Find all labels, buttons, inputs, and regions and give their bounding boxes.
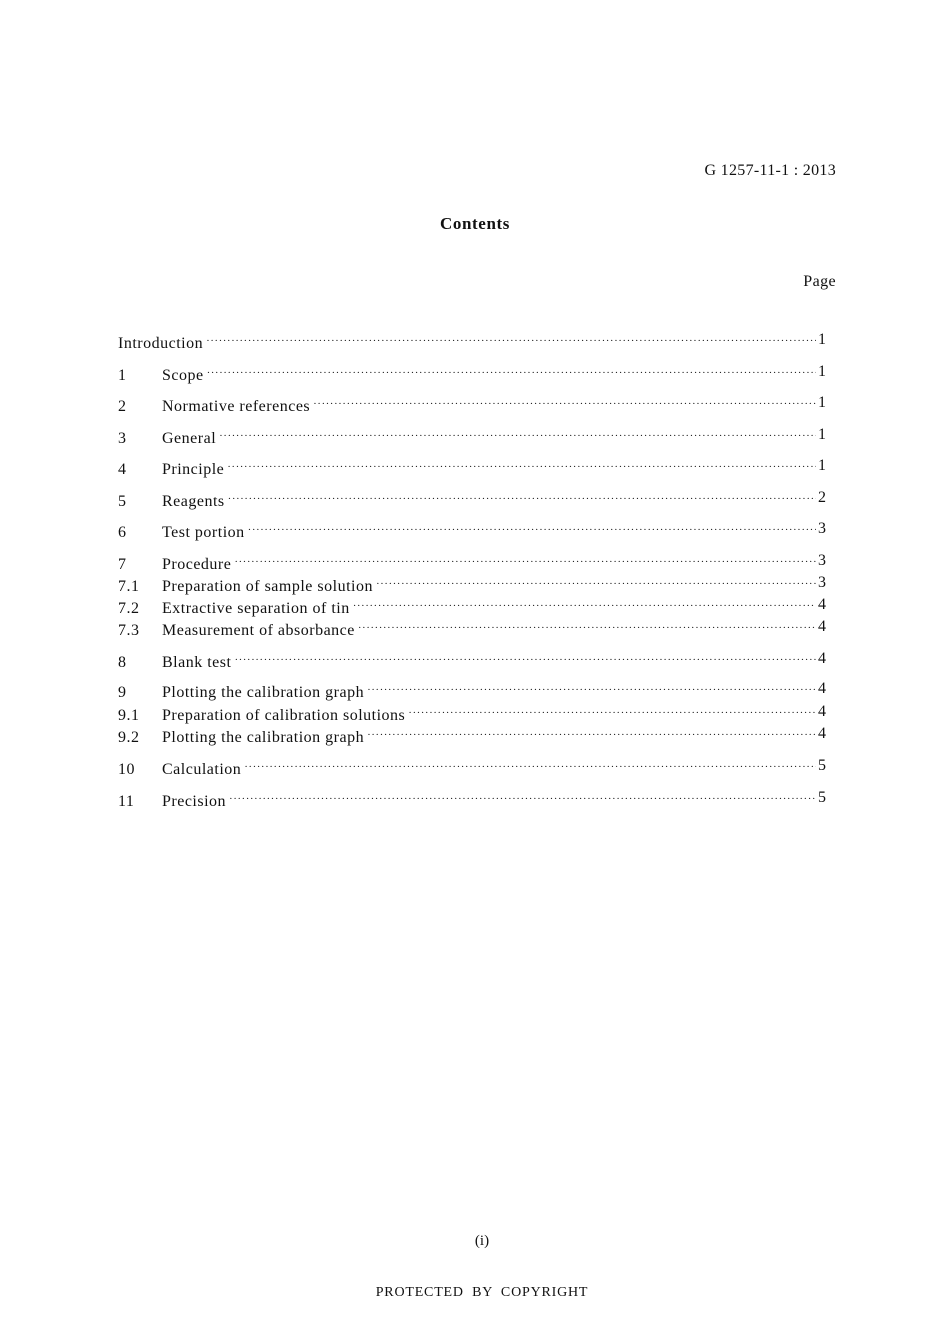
toc-entry-page: 3: [818, 574, 827, 591]
toc-entry-title: Scope: [162, 367, 204, 384]
toc-entry[interactable]: [118, 426, 827, 449]
toc-dot-leader: [227, 457, 816, 477]
contents-title: Contents: [440, 214, 510, 233]
toc-entry[interactable]: [118, 331, 827, 354]
toc-entry-number: 6: [118, 524, 127, 541]
toc-entry[interactable]: [118, 574, 827, 597]
toc-dot-leader: [228, 489, 816, 509]
page-column-label: Page: [803, 273, 836, 290]
toc-dot-leader: [367, 680, 816, 700]
toc-entry-title: Preparation of calibration solutions: [162, 707, 406, 724]
toc-dot-leader: [248, 520, 816, 540]
toc-dot-leader: [234, 650, 816, 670]
toc-entry[interactable]: [118, 394, 827, 417]
toc-entry-title: Blank test: [162, 654, 232, 671]
toc-entry-title: Extractive separation of tin: [162, 600, 350, 617]
toc-entry-number: 2: [118, 398, 127, 415]
toc-entry-page: 4: [818, 680, 827, 697]
toc-entry-title: Plotting the calibration graph: [162, 729, 365, 746]
toc-entry-number: 1: [118, 367, 127, 384]
copyright-notice: PROTECTED BY COPYRIGHT: [375, 1285, 589, 1300]
toc-entry-number: 9.2: [118, 729, 140, 746]
toc-entry-page: 5: [818, 757, 827, 774]
toc-entry-title: Precision: [162, 793, 227, 810]
toc-entry[interactable]: [118, 703, 827, 726]
toc-dot-leader: [219, 426, 816, 446]
page-number: (i): [474, 1233, 490, 1249]
toc-dot-leader: [376, 574, 816, 594]
toc-entry-page: 1: [818, 426, 827, 443]
toc-dot-leader: [313, 394, 816, 414]
toc-entry-number: 10: [118, 761, 135, 778]
toc-entry-number: 9.1: [118, 707, 140, 724]
toc-entry-title: Measurement of absorbance: [162, 622, 355, 639]
toc-entry-number: 7.3: [118, 622, 140, 639]
toc-entry[interactable]: [118, 520, 827, 543]
toc-entry-number: 8: [118, 654, 127, 671]
toc-entry[interactable]: [118, 650, 827, 673]
toc-entry-page: 4: [818, 650, 827, 667]
toc-entry-number: 5: [118, 493, 127, 510]
toc-entry-title: General: [162, 430, 217, 447]
toc-entry[interactable]: [118, 552, 827, 575]
toc-entry[interactable]: [118, 457, 827, 480]
toc-entry-number: 9: [118, 684, 127, 701]
toc-entry-number: 7.1: [118, 578, 140, 595]
toc-entry-number: 11: [118, 793, 135, 810]
toc-entry[interactable]: [118, 725, 827, 748]
toc-dot-leader: [358, 618, 816, 638]
toc-entry-number: 7: [118, 556, 127, 573]
toc-entry-number: 3: [118, 430, 127, 447]
toc-entry[interactable]: [118, 489, 827, 512]
toc-entry-title: Test portion: [162, 524, 245, 541]
toc-dot-leader: [234, 552, 816, 572]
toc-entry-page: 1: [818, 331, 827, 348]
toc-entry-title: Principle: [162, 461, 225, 478]
toc-entry-page: 4: [818, 618, 827, 635]
toc-entry-title: Procedure: [162, 556, 232, 573]
toc-dot-leader: [367, 725, 816, 745]
toc-entry-page: 1: [818, 394, 827, 411]
toc-entry-page: 1: [818, 457, 827, 474]
document-id: G 1257-11-1 : 2013: [704, 162, 836, 179]
toc-entry-title: Calculation: [162, 761, 242, 778]
toc-entry-number: 7.2: [118, 600, 140, 617]
toc-entry-page: 4: [818, 725, 827, 742]
toc-entry-page: 5: [818, 789, 827, 806]
toc-entry-title: Preparation of sample solution: [162, 578, 373, 595]
toc-entry-page: 3: [818, 520, 827, 537]
toc-dot-leader: [244, 757, 816, 777]
toc-entry[interactable]: [118, 363, 827, 386]
toc-dot-leader: [229, 789, 816, 809]
toc-dot-leader: [353, 596, 816, 616]
toc-entry-page: 4: [818, 703, 827, 720]
toc-entry[interactable]: [118, 618, 827, 641]
toc-entry-title: Reagents: [162, 493, 225, 510]
toc-dot-leader: [207, 363, 816, 383]
toc-entry-page: 4: [818, 596, 827, 613]
toc-entry-page: 2: [818, 489, 827, 506]
toc-entry-title: Introduction: [118, 335, 204, 352]
toc-entry-title: Plotting the calibration graph: [162, 684, 365, 701]
toc-dot-leader: [408, 703, 816, 723]
toc-entry-page: 3: [818, 552, 827, 569]
toc-entry-page: 1: [818, 363, 827, 380]
toc-entry[interactable]: [118, 757, 827, 780]
toc-entry-title: Normative references: [162, 398, 311, 415]
toc-entry[interactable]: [118, 680, 827, 703]
toc-entry-number: 4: [118, 461, 127, 478]
toc-dot-leader: [206, 331, 816, 351]
toc-entry[interactable]: [118, 789, 827, 812]
toc-entry[interactable]: [118, 596, 827, 619]
